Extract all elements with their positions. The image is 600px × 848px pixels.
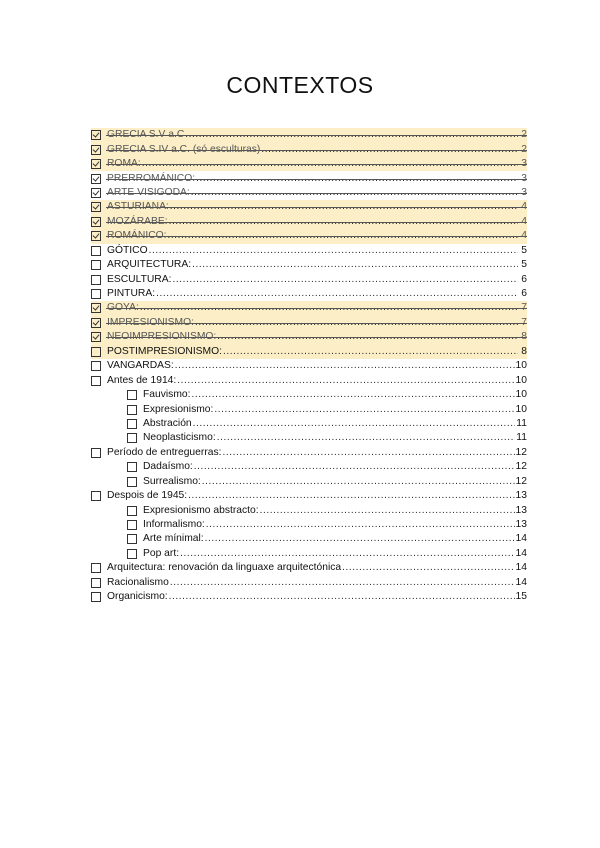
- toc-entry-label[interactable]: Neoplasticismo:: [143, 432, 216, 444]
- toc-dot-leader: [223, 345, 518, 359]
- checkbox-empty-icon[interactable]: [91, 275, 101, 285]
- toc-entry-page-number[interactable]: 6: [521, 273, 527, 285]
- toc-entry[interactable]: [91, 142, 527, 156]
- checkbox-empty-icon[interactable]: [127, 477, 137, 487]
- toc-entry[interactable]: [91, 590, 527, 604]
- toc-entry-label[interactable]: Dadaísmo:: [143, 461, 193, 473]
- toc-entry-page-number[interactable]: 5: [521, 244, 527, 256]
- toc-entry[interactable]: [91, 272, 527, 286]
- toc-dot-leader: [149, 244, 518, 258]
- checkbox-checked-icon[interactable]: [91, 188, 101, 198]
- checkbox-checked-icon[interactable]: [91, 217, 101, 227]
- toc-entry[interactable]: [91, 576, 527, 590]
- toc-entry-page-number[interactable]: 10: [515, 360, 527, 372]
- toc-entry-label[interactable]: Informalismo:: [143, 519, 205, 531]
- toc-dot-leader: [193, 417, 516, 431]
- toc-entry[interactable]: [91, 316, 527, 330]
- strikethrough-line: [106, 337, 527, 338]
- toc-entry-label[interactable]: POSTIMPRESIONISMO:: [107, 345, 222, 357]
- toc-entry[interactable]: [91, 171, 527, 185]
- strikethrough-line: [106, 179, 527, 180]
- checkbox-checked-icon[interactable]: [91, 130, 101, 140]
- toc-dot-leader: [260, 504, 515, 518]
- toc-entry-page-number[interactable]: 6: [521, 288, 527, 300]
- toc-entry[interactable]: [91, 258, 527, 272]
- toc-entry-page-number[interactable]: 14: [515, 547, 527, 559]
- checkbox-empty-icon[interactable]: [127, 520, 137, 530]
- checkbox-checked-icon[interactable]: [91, 332, 101, 342]
- strikethrough-line: [106, 323, 527, 324]
- toc-entry-page-number[interactable]: 13: [515, 490, 527, 502]
- checkbox-checked-icon[interactable]: [91, 303, 101, 313]
- toc-entry[interactable]: [91, 460, 527, 474]
- toc-entry-label[interactable]: Pop art:: [143, 547, 180, 559]
- toc-entry-label[interactable]: VANGARDAS:: [107, 360, 174, 372]
- checkbox-empty-icon[interactable]: [127, 462, 137, 472]
- checkbox-empty-icon[interactable]: [91, 289, 101, 299]
- toc-dot-leader: [214, 403, 514, 417]
- toc-entry[interactable]: [91, 287, 527, 301]
- toc-entry-page-number[interactable]: 11: [516, 432, 527, 444]
- toc-entry[interactable]: [91, 402, 527, 416]
- checkbox-empty-icon[interactable]: [91, 578, 101, 588]
- toc-dot-leader: [175, 359, 515, 373]
- strikethrough-line: [106, 164, 527, 165]
- toc-entry[interactable]: [91, 157, 527, 171]
- toc-dot-leader: [180, 547, 514, 561]
- toc-entry-label[interactable]: Racionalismo: [107, 576, 169, 588]
- checkbox-checked-icon[interactable]: [91, 174, 101, 184]
- toc-dot-leader: [192, 388, 515, 402]
- checkbox-empty-icon[interactable]: [127, 534, 137, 544]
- toc-entry-page-number[interactable]: 12: [515, 461, 527, 473]
- checkbox-empty-icon[interactable]: [127, 419, 137, 429]
- toc-entry[interactable]: [91, 200, 527, 214]
- toc-entry-label[interactable]: Abstración: [143, 417, 192, 429]
- toc-dot-leader: [202, 475, 515, 489]
- checkbox-empty-icon[interactable]: [91, 376, 101, 386]
- toc-entry[interactable]: [91, 489, 527, 503]
- toc-entry-label[interactable]: Arquitectura: renovación da linguaxe arquitectónica: [107, 562, 342, 574]
- toc-entry-label[interactable]: ARQUITECTURA:: [107, 259, 192, 271]
- toc-entry[interactable]: [91, 431, 527, 445]
- checkbox-checked-icon[interactable]: [91, 202, 101, 212]
- toc-entry-page-number[interactable]: 11: [516, 417, 527, 429]
- toc-dot-leader: [192, 258, 518, 272]
- page-title: CONTEXTOS: [226, 72, 374, 98]
- toc-entry[interactable]: [91, 229, 527, 243]
- toc-entry[interactable]: [91, 215, 527, 229]
- toc-entry[interactable]: [91, 388, 527, 402]
- toc-dot-leader: [217, 431, 516, 445]
- toc-entry-page-number[interactable]: 8: [521, 345, 527, 357]
- toc-dot-leader: [170, 576, 515, 590]
- toc-entry[interactable]: [91, 561, 527, 575]
- toc-entry-page-number[interactable]: 13: [515, 519, 527, 531]
- toc-entry[interactable]: [91, 373, 527, 387]
- toc-entry-label[interactable]: Despois de 1945:: [107, 490, 188, 502]
- toc-entry-page-number[interactable]: 15: [515, 591, 527, 603]
- toc-entry-label[interactable]: Expresionismo abstracto:: [143, 504, 259, 516]
- toc-entry-page-number[interactable]: 13: [515, 504, 527, 516]
- toc-dot-leader: [169, 590, 515, 604]
- checkbox-empty-icon[interactable]: [127, 433, 137, 443]
- toc-dot-leader: [222, 446, 514, 460]
- checkbox-empty-icon[interactable]: [91, 246, 101, 256]
- toc-dot-leader: [194, 460, 515, 474]
- checkbox-checked-icon[interactable]: [91, 145, 101, 155]
- toc-dot-leader: [156, 287, 518, 301]
- checkbox-empty-icon[interactable]: [91, 563, 101, 573]
- toc-entry[interactable]: [91, 518, 527, 532]
- toc-entry-page-number[interactable]: 10: [515, 389, 527, 401]
- toc-entry-page-number[interactable]: 12: [515, 446, 527, 458]
- toc-entry[interactable]: [91, 244, 527, 258]
- toc-entry-page-number[interactable]: 12: [515, 475, 527, 487]
- toc-entry[interactable]: [91, 532, 527, 546]
- table-of-contents: [91, 128, 527, 604]
- checkbox-empty-icon[interactable]: [91, 491, 101, 501]
- toc-entry[interactable]: [91, 128, 527, 142]
- toc-entry[interactable]: [91, 345, 527, 359]
- checkbox-empty-icon[interactable]: [127, 506, 137, 516]
- toc-entry[interactable]: [91, 186, 527, 200]
- toc-entry-page-number[interactable]: 10: [515, 403, 527, 415]
- strikethrough-line: [106, 135, 527, 136]
- toc-entry-label[interactable]: Organicismo:: [107, 591, 168, 603]
- toc-entry[interactable]: [91, 330, 527, 344]
- toc-entry[interactable]: [91, 417, 527, 431]
- checkbox-empty-icon[interactable]: [127, 549, 137, 559]
- toc-entry[interactable]: [91, 503, 527, 517]
- toc-entry-label[interactable]: Período de entreguerras:: [107, 446, 222, 458]
- strikethrough-line: [106, 222, 527, 223]
- toc-entry-page-number[interactable]: 5: [521, 259, 527, 271]
- toc-entry-page-number[interactable]: 14: [515, 533, 527, 545]
- toc-entry-page-number[interactable]: 10: [515, 374, 527, 386]
- checkbox-empty-icon[interactable]: [91, 347, 101, 357]
- toc-dot-leader: [205, 532, 515, 546]
- toc-dot-leader: [342, 561, 514, 575]
- toc-entry[interactable]: [91, 359, 527, 373]
- strikethrough-line: [106, 193, 527, 194]
- toc-entry[interactable]: [91, 446, 527, 460]
- strikethrough-line: [106, 236, 527, 237]
- toc-entry-label[interactable]: Antes de 1914:: [107, 374, 177, 386]
- toc-dot-leader: [172, 273, 518, 287]
- toc-entry-label[interactable]: Expresionismo:: [143, 403, 214, 415]
- strikethrough-line: [106, 207, 527, 208]
- toc-entry[interactable]: [91, 547, 527, 561]
- toc-entry-label[interactable]: Fauvismo:: [143, 389, 191, 401]
- toc-entry-page-number[interactable]: 14: [515, 562, 527, 574]
- checkbox-empty-icon[interactable]: [127, 390, 137, 400]
- checkbox-empty-icon[interactable]: [127, 405, 137, 415]
- toc-entry-label[interactable]: GÓTICO: [107, 244, 148, 256]
- toc-entry[interactable]: [91, 475, 527, 489]
- toc-dot-leader: [188, 489, 514, 503]
- strikethrough-line: [106, 150, 527, 151]
- checkbox-empty-icon[interactable]: [91, 260, 101, 270]
- toc-dot-leader: [206, 518, 515, 532]
- toc-entry-label[interactable]: PINTURA:: [107, 288, 156, 300]
- checkbox-checked-icon[interactable]: [91, 231, 101, 241]
- toc-entry[interactable]: [91, 301, 527, 315]
- toc-entry-label[interactable]: ESCULTURA:: [107, 273, 172, 285]
- checkbox-checked-icon[interactable]: [91, 318, 101, 328]
- checkbox-checked-icon[interactable]: [91, 159, 101, 169]
- toc-entry-label[interactable]: Surrealismo:: [143, 475, 201, 487]
- toc-dot-leader: [177, 374, 514, 388]
- strikethrough-line: [106, 308, 527, 309]
- checkbox-empty-icon[interactable]: [91, 448, 101, 458]
- checkbox-empty-icon[interactable]: [91, 361, 101, 371]
- toc-entry-label[interactable]: Arte mínimal:: [143, 533, 204, 545]
- checkbox-empty-icon[interactable]: [91, 592, 101, 602]
- toc-entry-page-number[interactable]: 14: [515, 576, 527, 588]
